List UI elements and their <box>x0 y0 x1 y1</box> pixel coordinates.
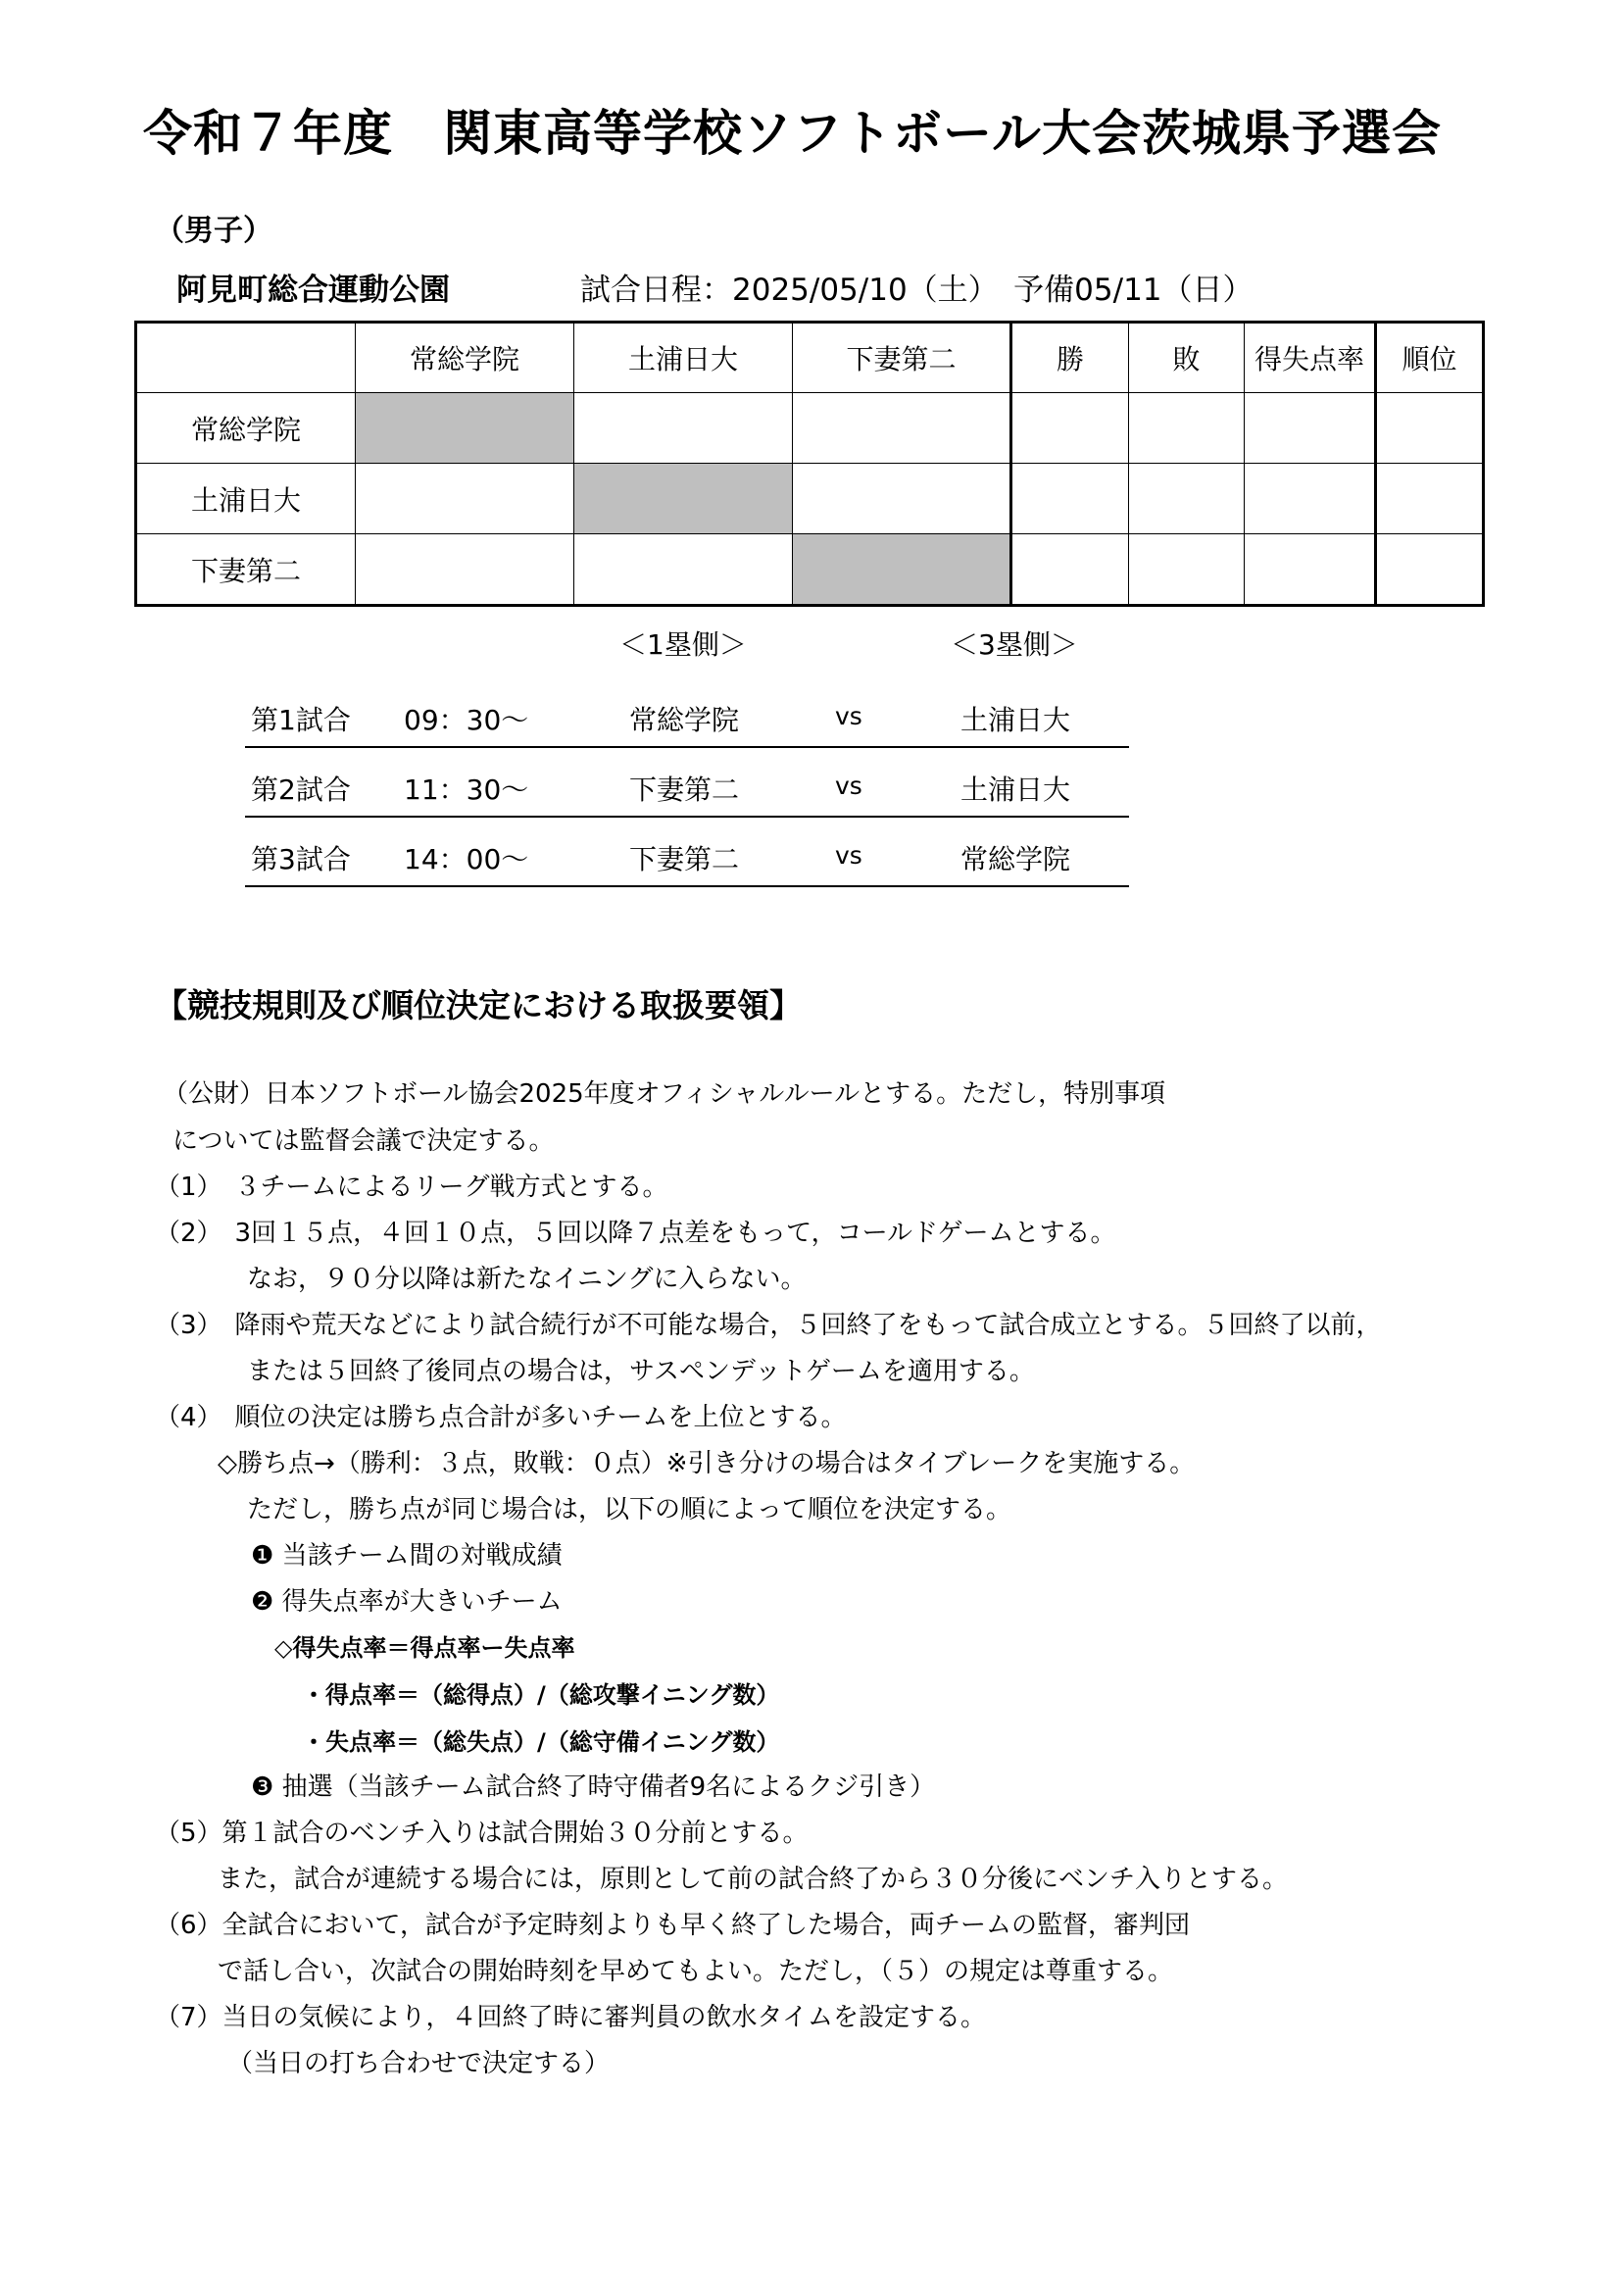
rule-line: ❶ 当該チーム間の対戦成績 <box>251 1541 563 1571</box>
first-base-team: 下妻第二 <box>629 774 740 806</box>
blocked-cell <box>574 464 793 534</box>
match-time: 09：30〜 <box>404 704 529 736</box>
result-cell <box>574 393 793 464</box>
rule-line: ◇勝ち点→（勝利：３点，敗戦：０点）※引き分けの場合はタイブレークを実施する。 <box>218 1449 1196 1478</box>
third-base-side-label: ＜3塁側＞ <box>951 628 1078 661</box>
table-header-row <box>136 323 1484 393</box>
table-header-cell: 常総学院 <box>356 323 574 393</box>
vs-label: vs <box>835 841 862 870</box>
losses-cell <box>1129 464 1245 534</box>
result-cell <box>356 464 574 534</box>
rule-line: （4） 順位の決定は勝ち点合計が多いチームを上位とする。 <box>155 1403 847 1432</box>
league-table <box>134 321 1485 607</box>
third-base-team: 常総学院 <box>960 843 1071 875</box>
first-base-team: 常総学院 <box>629 704 740 736</box>
table-header-cell <box>136 323 356 393</box>
rule-line: または５回終了後同点の場合は，サスペンデットゲームを適用する。 <box>247 1357 1035 1386</box>
rank-cell <box>1376 464 1484 534</box>
rule-line: （2） 3回１５点，４回１０点，５回以降７点差をもって，コールドゲームとする。 <box>155 1219 1116 1248</box>
match-time: 14：00〜 <box>404 843 529 875</box>
table-header-cell: 下妻第二 <box>793 323 1011 393</box>
table-header-cell: 順位 <box>1376 323 1484 393</box>
rule-line: また，試合が連続する場合には，原則として前の試合終了から３０分後にベンチ入りとする。 <box>218 1865 1289 1894</box>
match-time: 11：30〜 <box>404 774 529 806</box>
rule-line: ・失点率＝（総失点）/（総守備イニング数） <box>302 1728 780 1756</box>
rule-line: ただし，勝ち点が同じ場合は，以下の順によって順位を決定する。 <box>247 1495 1012 1524</box>
table-row <box>136 464 1484 534</box>
table-header-cell: 土浦日大 <box>574 323 793 393</box>
rule-line: （3） 降雨や荒天などにより試合続行が不可能な場合，５回終了をもって試合成立とする。５回終了以前， <box>155 1311 1382 1340</box>
match-row <box>245 747 1129 818</box>
wins-cell <box>1011 393 1129 464</box>
table-header-cell: 敗 <box>1129 323 1245 393</box>
wins-cell <box>1011 464 1129 534</box>
first-base-side-label: ＜1塁側＞ <box>619 628 747 661</box>
rule-line: なお，９０分以降は新たなイニングに入らない。 <box>247 1265 807 1294</box>
rules-heading: 【競技規則及び順位決定における取扱要領】 <box>155 986 802 1024</box>
match-number: 第2試合 <box>251 774 351 806</box>
blocked-cell <box>356 393 574 464</box>
result-cell <box>574 534 793 606</box>
rule-line: については監督会議で決定する。 <box>172 1126 555 1156</box>
match-number: 第1試合 <box>251 704 351 736</box>
rule-line: （7）当日の気候により，４回終了時に審判員の飲水タイムを設定する。 <box>155 2003 987 2032</box>
losses-cell <box>1129 534 1245 606</box>
rule-line: （1） ３チームによるリーグ戦方式とする。 <box>155 1173 668 1202</box>
rule-line: ◇得失点率＝得点率ー失点率 <box>274 1634 575 1662</box>
rule-line: （当日の打ち合わせで決定する） <box>227 2049 611 2078</box>
table-row <box>136 534 1484 606</box>
result-cell <box>793 464 1011 534</box>
rule-line: （6）全試合において，試合が予定時刻よりも早く終了した場合，両チームの監督，審判団 <box>155 1911 1191 1940</box>
category-label: （男子） <box>155 214 272 248</box>
run-rate-cell <box>1245 464 1376 534</box>
table-row <box>136 393 1484 464</box>
run-rate-cell <box>1245 534 1376 606</box>
match-number: 第3試合 <box>251 843 351 875</box>
third-base-team: 土浦日大 <box>960 774 1071 806</box>
team-name-cell: 土浦日大 <box>136 464 356 534</box>
schedule: 試合日程：2025/05/10（土） 予備05/11（日） <box>580 273 1254 308</box>
table-header-cell: 得失点率 <box>1245 323 1376 393</box>
third-base-team: 土浦日大 <box>960 704 1071 736</box>
venue: 阿見町総合運動公園 <box>176 273 450 308</box>
team-name-cell: 常総学院 <box>136 393 356 464</box>
run-rate-cell <box>1245 393 1376 464</box>
team-name-cell: 下妻第二 <box>136 534 356 606</box>
match-row <box>245 677 1129 748</box>
result-cell <box>793 393 1011 464</box>
table-header-cell: 勝 <box>1011 323 1129 393</box>
rank-cell <box>1376 393 1484 464</box>
vs-label: vs <box>835 702 862 730</box>
match-row <box>245 817 1129 887</box>
result-cell <box>356 534 574 606</box>
vs-label: vs <box>835 772 862 800</box>
rule-line: ❷ 得失点率が大きいチーム <box>251 1587 563 1617</box>
blocked-cell <box>793 534 1011 606</box>
rule-line: で話し合い，次試合の開始時刻を早めてもよい。ただし，（５）の規定は尊重する。 <box>218 1957 1174 1986</box>
rule-line: ・得点率＝（総得点）/（総攻撃イニング数） <box>302 1681 780 1709</box>
document-title: 令和７年度 関東高等学校ソフトボール大会茨城県予選会 <box>143 105 1442 162</box>
rank-cell <box>1376 534 1484 606</box>
rule-line: （5）第１試合のベンチ入りは試合開始３０分前とする。 <box>155 1819 809 1848</box>
rule-line: ❸ 抽選（当該チーム試合終了時守備者9名によるクジ引き） <box>251 1772 936 1802</box>
first-base-team: 下妻第二 <box>629 843 740 875</box>
rule-line: （公財）日本ソフトボール協会2025年度オフィシャルルールとする。ただし，特別事項 <box>163 1079 1166 1109</box>
wins-cell <box>1011 534 1129 606</box>
losses-cell <box>1129 393 1245 464</box>
